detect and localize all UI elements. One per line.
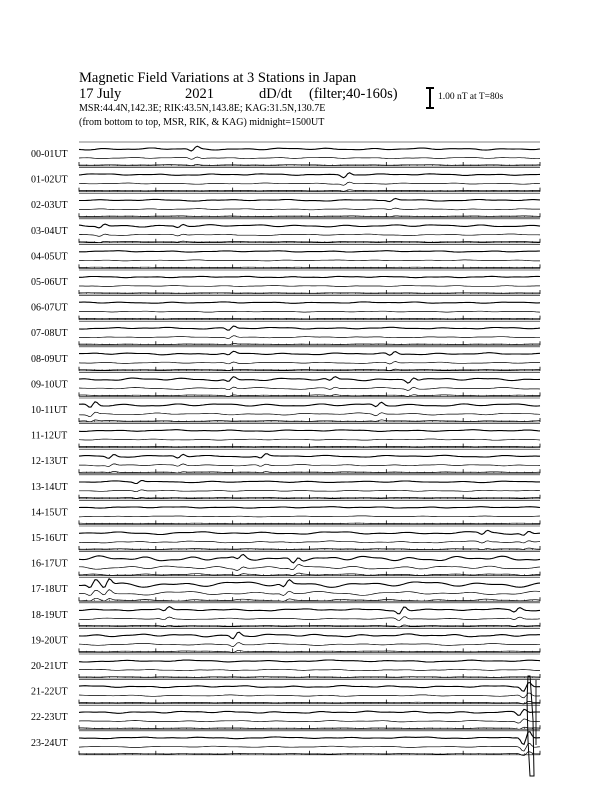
row-label: 18-19UT bbox=[31, 609, 68, 621]
trace-rik bbox=[79, 669, 540, 670]
date-year: 2021 bbox=[185, 86, 214, 102]
row-label: 21-22UT bbox=[31, 686, 68, 698]
row-label: 00-01UT bbox=[31, 149, 68, 160]
trace-rik bbox=[79, 157, 540, 159]
station-order-note: (from bottom to top, MSR, RIK, & KAG) midnight=1500UT bbox=[79, 117, 325, 128]
trace-kag bbox=[79, 430, 540, 432]
trace-rik bbox=[79, 208, 540, 210]
trace-rik bbox=[79, 617, 540, 621]
chart-title: Magnetic Field Variations at 3 Stations in Japan bbox=[79, 70, 357, 86]
disturbance-spike bbox=[527, 676, 534, 776]
trace-kag bbox=[79, 530, 540, 535]
trace-rik bbox=[79, 182, 540, 185]
row-label: 11-12UT bbox=[31, 430, 68, 442]
row-label: 15-16UT bbox=[31, 533, 68, 544]
row-label: 09-10UT bbox=[31, 379, 68, 391]
trace-kag bbox=[79, 402, 540, 407]
trace-kag bbox=[79, 660, 540, 662]
quantity-label: dD/dt bbox=[259, 86, 293, 102]
row-label: 16-17UT bbox=[31, 558, 68, 570]
trace-rik bbox=[79, 260, 540, 261]
trace-rik bbox=[79, 387, 540, 390]
row-label: 01-02UT bbox=[31, 174, 68, 186]
trace-rik bbox=[79, 234, 540, 236]
trace-kag bbox=[79, 683, 540, 692]
trace-kag bbox=[79, 146, 540, 151]
trace-kag bbox=[79, 732, 540, 745]
trace-rik bbox=[79, 311, 540, 312]
filter-label: (filter;40-160s) bbox=[309, 86, 398, 102]
trace-kag bbox=[79, 507, 540, 508]
trace-rik bbox=[79, 643, 540, 647]
trace-rik bbox=[79, 464, 540, 467]
trace-rik bbox=[79, 590, 540, 596]
trace-kag bbox=[79, 579, 540, 588]
row-label: 04-05UT bbox=[31, 251, 68, 263]
trace-kag bbox=[79, 326, 540, 330]
row-label: 20-21UT bbox=[31, 661, 68, 672]
trace-rik bbox=[79, 693, 540, 698]
trace-rik bbox=[79, 286, 540, 287]
row-label: 08-09UT bbox=[31, 353, 68, 365]
trace-rik bbox=[79, 336, 540, 339]
trace-kag bbox=[79, 276, 540, 277]
trace-rik bbox=[79, 541, 540, 543]
trace-rik bbox=[79, 362, 540, 365]
row-label: 14-15UT bbox=[31, 507, 68, 519]
trace-rik bbox=[79, 744, 540, 752]
trace-rik bbox=[79, 719, 540, 723]
row-label: 17-18UT bbox=[31, 584, 68, 596]
trace-kag bbox=[79, 224, 540, 228]
trace-kag bbox=[79, 454, 540, 459]
trace-rik bbox=[79, 490, 540, 492]
row-label: 02-03UT bbox=[31, 200, 68, 212]
row-label: 12-13UT bbox=[31, 456, 68, 468]
scale-bar-label: 1.00 nT at T=80s bbox=[438, 92, 504, 102]
row-label: 13-14UT bbox=[31, 481, 68, 493]
trace-kag bbox=[79, 173, 540, 178]
row-label: 22-23UT bbox=[31, 712, 68, 724]
trace-rik bbox=[79, 516, 540, 517]
trace-kag bbox=[79, 377, 540, 383]
row-label: 23-24UT bbox=[31, 737, 68, 749]
row-label: 06-07UT bbox=[31, 302, 68, 314]
trace-kag bbox=[79, 709, 540, 715]
trace-kag bbox=[79, 351, 540, 355]
trace-kag bbox=[79, 555, 540, 563]
trace-kag bbox=[79, 302, 540, 303]
row-label: 19-20UT bbox=[31, 635, 68, 647]
trace-rik bbox=[79, 565, 540, 571]
trace-msr bbox=[79, 523, 540, 524]
trace-kag bbox=[79, 607, 540, 614]
trace-rik bbox=[79, 412, 540, 416]
row-label: 07-08UT bbox=[31, 328, 68, 340]
row-label: 03-04UT bbox=[31, 225, 68, 237]
trace-kag bbox=[79, 199, 540, 202]
trace-kag bbox=[79, 251, 540, 252]
trace-kag bbox=[79, 632, 540, 639]
station-coordinates: MSR:44.4N,142.3E; RIK:43.5N,143.8E; KAG:31.5N,130.7E bbox=[79, 103, 326, 114]
date-day: 17 July bbox=[79, 86, 122, 102]
trace-rik bbox=[79, 439, 540, 440]
row-label: 10-11UT bbox=[31, 405, 68, 416]
trace-kag bbox=[79, 481, 540, 484]
row-label: 05-06UT bbox=[31, 277, 68, 288]
